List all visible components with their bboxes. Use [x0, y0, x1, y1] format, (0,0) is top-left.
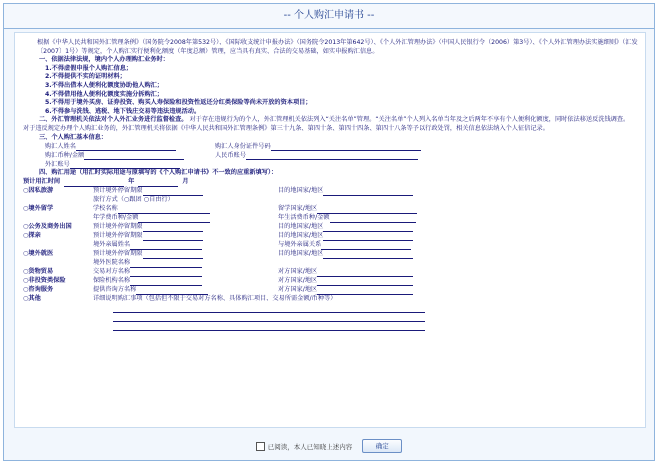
currency-amount-label: 购汇币种/金额	[45, 151, 85, 159]
field-label: 对方国家/地区	[278, 277, 318, 285]
purpose-radio[interactable]: ○咨询服务	[23, 286, 54, 294]
purpose-row	[23, 223, 639, 232]
purpose-row	[23, 232, 639, 241]
field-label: 境外医院名称	[93, 259, 131, 267]
purpose-radio[interactable]: ○境外留学	[23, 205, 54, 213]
purpose-row	[23, 250, 639, 259]
intro-text: 根据《中华人民共和国外汇管理条例》（国务院令2008年第532号）、《国际收支统计申报办法》（国务院令2013年第642号）、《个人外汇管理办法》（中国人民银行令（2006）第3号）、《个人外汇管理办法实施细则》（汇发〔2007〕1号）等规定，个人购汇实行便利化额度（年度总额）管理，应当具有真实、合法的交易基础，如实申报购汇信息。	[37, 39, 638, 55]
purpose-row	[23, 187, 639, 196]
rules-list	[23, 65, 639, 117]
field-input[interactable]	[130, 260, 202, 268]
field-label: 年学费币种/金额	[93, 214, 139, 222]
year-input[interactable]	[64, 179, 124, 187]
section3-heading: 三、个人购汇基本信息：	[39, 133, 108, 141]
field-label: 境外亲属姓名	[93, 241, 131, 249]
field-input[interactable]	[143, 188, 203, 196]
field-label: 提供咨询方名称	[93, 286, 137, 294]
field-input[interactable]	[143, 233, 203, 241]
id-number-input[interactable]	[271, 143, 421, 151]
confirm-button[interactable]: 确定	[362, 439, 402, 453]
section2-text1: 对于存在违规行为的个人，外汇管理机关依法列入“关注名单”管理。“关注名单”个人列入名单当年及之后两年不享有个人便利化额度，同时依法移送反洗钱调查。	[189, 116, 630, 124]
other-description-input[interactable]	[113, 314, 425, 322]
purpose-radio[interactable]: ○货物贸易	[23, 268, 54, 276]
application-form-window	[3, 3, 655, 461]
field-label: 留学国家/地区	[278, 205, 318, 213]
fx-account-input[interactable]	[70, 161, 180, 169]
field-label: 预计境外停留期限	[93, 232, 143, 240]
purpose-radio[interactable]: ○因私旅游	[23, 187, 54, 195]
field-input[interactable]	[136, 287, 208, 295]
field-label: 保险机构名称	[93, 277, 131, 285]
form-content[interactable]	[14, 32, 646, 428]
field-input[interactable]	[138, 215, 210, 223]
rule-item: 3.不得出借本人便利化额度协助他人购汇；	[45, 81, 164, 89]
rule-item: 5.不得用于境外买房、证券投资、购买人寿保险和投资性返还分红类保险等尚未开放的资本项目；	[45, 99, 312, 107]
form-footer	[4, 434, 654, 458]
name-input[interactable]	[76, 143, 176, 151]
section2-heading: 二、外汇管理机关依法对个人外汇业务进行监督检查。	[39, 116, 188, 124]
expected-time-label: 预计用汇时间	[23, 178, 61, 186]
rule-item: 6.不得参与洗钱、逃税、地下钱庄交易等违法违规活动。	[45, 107, 201, 115]
field-input[interactable]	[130, 242, 202, 250]
field-input[interactable]	[323, 233, 413, 241]
field-input[interactable]	[130, 269, 202, 277]
purpose-radio[interactable]: ○非投资类保险	[23, 277, 66, 285]
month-label: 月	[182, 178, 189, 186]
currency-amount-input[interactable]	[84, 152, 184, 160]
confirm-checkbox[interactable]	[256, 442, 265, 451]
form-title: -- 个人购汇申请书 --	[4, 4, 654, 29]
field-label: 年生活费币种/金额	[278, 214, 330, 222]
purpose-row	[23, 205, 639, 214]
field-label: 交易对方名称	[93, 268, 131, 276]
travel-mode-radio-group[interactable]: 旅行方式（○跟团 ○自由行）	[93, 196, 174, 204]
section1-heading: 一、依据法律法规，境内个人办理购汇业务时：	[39, 56, 169, 64]
field-input[interactable]	[118, 206, 210, 214]
field-input[interactable]	[323, 224, 413, 232]
field-label: 与境外亲属关系	[278, 241, 322, 249]
purpose-row	[23, 259, 639, 268]
field-label: 目的地国家/地区	[278, 187, 324, 195]
name-label: 购汇人姓名	[45, 142, 76, 150]
other-line	[23, 313, 639, 322]
field-input[interactable]	[321, 242, 411, 250]
section2-text2: 对于违反规定办理个人购汇业务的，外汇管理机关将依据《中华人民共和国外汇管理条例》第三十九条、第四十条、第四十四条、第四十八条等予以行政处罚，相关信息依法纳入个人征信记录。	[23, 124, 549, 132]
purpose-row	[23, 286, 639, 295]
fx-account-label: 外汇账号	[45, 160, 70, 168]
field-input[interactable]	[143, 251, 203, 259]
field-input[interactable]	[130, 278, 202, 286]
rmb-account-label: 人民币账号	[215, 151, 246, 159]
field-input[interactable]	[330, 215, 416, 223]
purpose-row	[23, 214, 639, 223]
field-label: 预计境外停留期限	[93, 250, 143, 258]
other-line	[23, 304, 639, 313]
other-description-label: 详细说明购汇事项（包括但不限于交易对方名称、具体购汇项目、交易所需金额/币种等）	[93, 295, 337, 303]
field-input[interactable]	[143, 224, 203, 232]
field-label: 学校名称	[93, 205, 118, 213]
purpose-rows	[23, 187, 639, 331]
other-line	[23, 322, 639, 331]
basic-info-row	[45, 160, 639, 169]
basic-info-fields	[23, 142, 639, 169]
field-input[interactable]	[317, 269, 413, 277]
field-label: 目的地国家/地区	[278, 223, 324, 231]
field-input[interactable]	[323, 188, 413, 196]
purpose-row	[23, 241, 639, 250]
confirm-label: 已阅读，本人已知晓上述内容	[267, 442, 353, 451]
field-label: 对方国家/地区	[278, 286, 318, 294]
rmb-account-input[interactable]	[246, 152, 418, 160]
section2-paragraph	[23, 116, 639, 125]
field-label: 预计境外停留期限	[93, 187, 143, 195]
month-input[interactable]	[138, 179, 178, 187]
basic-info-row	[45, 142, 639, 151]
section4-heading: 四、购汇用途（用汇时实际用途与原填写的《个人购汇申请书》不一致的应重新填写）：	[39, 169, 278, 177]
field-input[interactable]	[323, 251, 413, 259]
id-number-label: 购汇人身份证件号码	[215, 142, 271, 150]
purpose-row	[23, 196, 639, 205]
field-label: 对方国家/地区	[278, 268, 318, 276]
other-description-input[interactable]	[113, 305, 425, 313]
field-label: 目的地国家/地区	[278, 250, 324, 258]
purpose-radio[interactable]: ○探亲	[23, 232, 41, 240]
field-input[interactable]	[317, 206, 417, 214]
purpose-radio-other[interactable]: ○其他	[23, 295, 41, 303]
expected-time-row	[23, 178, 639, 187]
purpose-row	[23, 268, 639, 277]
field-input[interactable]	[317, 278, 413, 286]
purpose-radio[interactable]: ○公务及商务出国	[23, 223, 72, 231]
field-input[interactable]	[317, 287, 413, 295]
purpose-row	[23, 277, 639, 286]
rule-item: 4.不得借用他人便利化额度实施分拆购汇；	[45, 90, 164, 98]
purpose-radio[interactable]: ○境外就医	[23, 250, 54, 258]
rule-item: 2.不得提供不实的证明材料；	[45, 73, 126, 81]
field-label: 预计境外停留期限	[93, 223, 143, 231]
year-label: 年	[128, 178, 135, 186]
other-description-input[interactable]	[113, 323, 425, 331]
basic-info-row	[45, 151, 639, 160]
field-label: 目的地国家/地区	[278, 232, 324, 240]
rule-item: 1.不得虚假申报个人购汇信息；	[45, 64, 133, 72]
purpose-row-other	[23, 295, 639, 304]
